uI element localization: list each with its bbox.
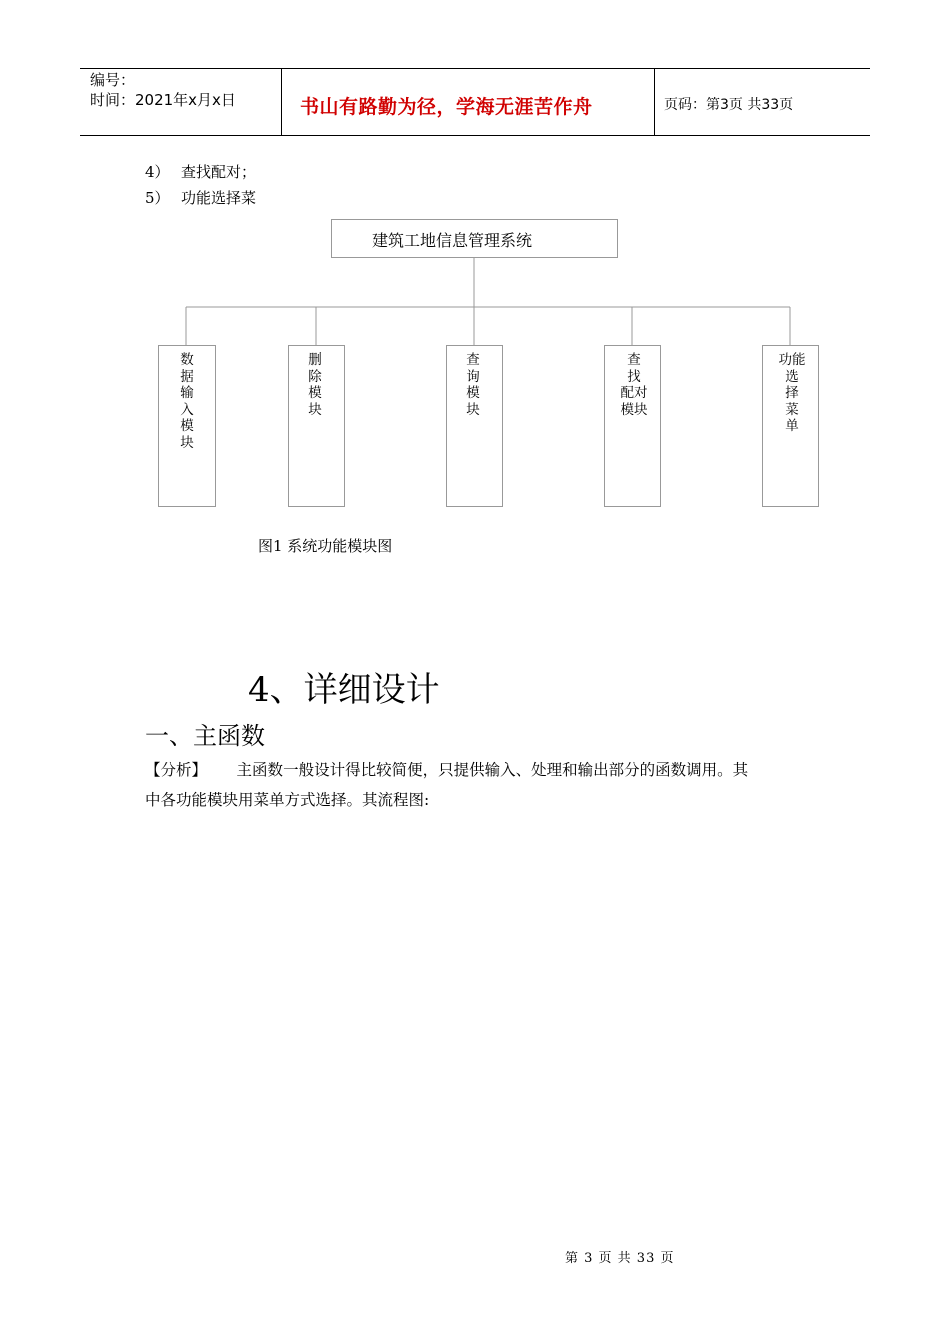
diagram-child-box-data-input — [158, 345, 216, 507]
diagram-child-box-match — [604, 345, 661, 507]
list-item-number: 4） — [145, 163, 170, 181]
list-item-number: 5） — [145, 189, 170, 207]
analysis-paragraph-line-1: 【分析】 主函数一般设计得比较简便，只提供输入、处理和输出部分的函数调用。其 — [145, 761, 749, 779]
diagram-child-box-menu — [762, 345, 819, 507]
diagram-root-label: 建筑工地信息管理系统 — [372, 231, 533, 250]
diagram-root-box — [331, 219, 618, 258]
diagram-child-label: 数 据 输 入 模 块 — [180, 352, 194, 451]
header-page-info: 页码：第3页 共33页 — [664, 97, 794, 113]
section-heading: 4、详细设计 — [248, 670, 440, 710]
figure-caption: 图1 系统功能模块图 — [258, 537, 393, 555]
header-slogan: 书山有路勤为径，学海无涯苦作舟 — [300, 96, 593, 118]
subsection-heading: 一、主函数 — [145, 722, 265, 750]
diagram-child-label: 功能 选 择 菜 单 — [778, 352, 806, 434]
page-footer: 第 3 页 共 33 页 — [565, 1251, 675, 1266]
header-number-label: 编号： — [90, 71, 136, 89]
diagram-child-box-delete — [288, 345, 345, 507]
header-time-label: 时间：2021年x月x日 — [90, 91, 236, 109]
list-item-text: 查找配对； — [181, 163, 257, 181]
analysis-paragraph-line-2: 中各功能模块用菜单方式选择。其流程图: — [145, 791, 430, 809]
diagram-child-label: 查 询 模 块 — [466, 352, 480, 418]
diagram-child-label: 删 除 模 块 — [308, 352, 322, 418]
diagram-child-box-query — [446, 345, 503, 507]
list-item-text: 功能选择菜 — [181, 189, 257, 207]
diagram-child-label: 查 找 配对 模块 — [620, 352, 648, 418]
